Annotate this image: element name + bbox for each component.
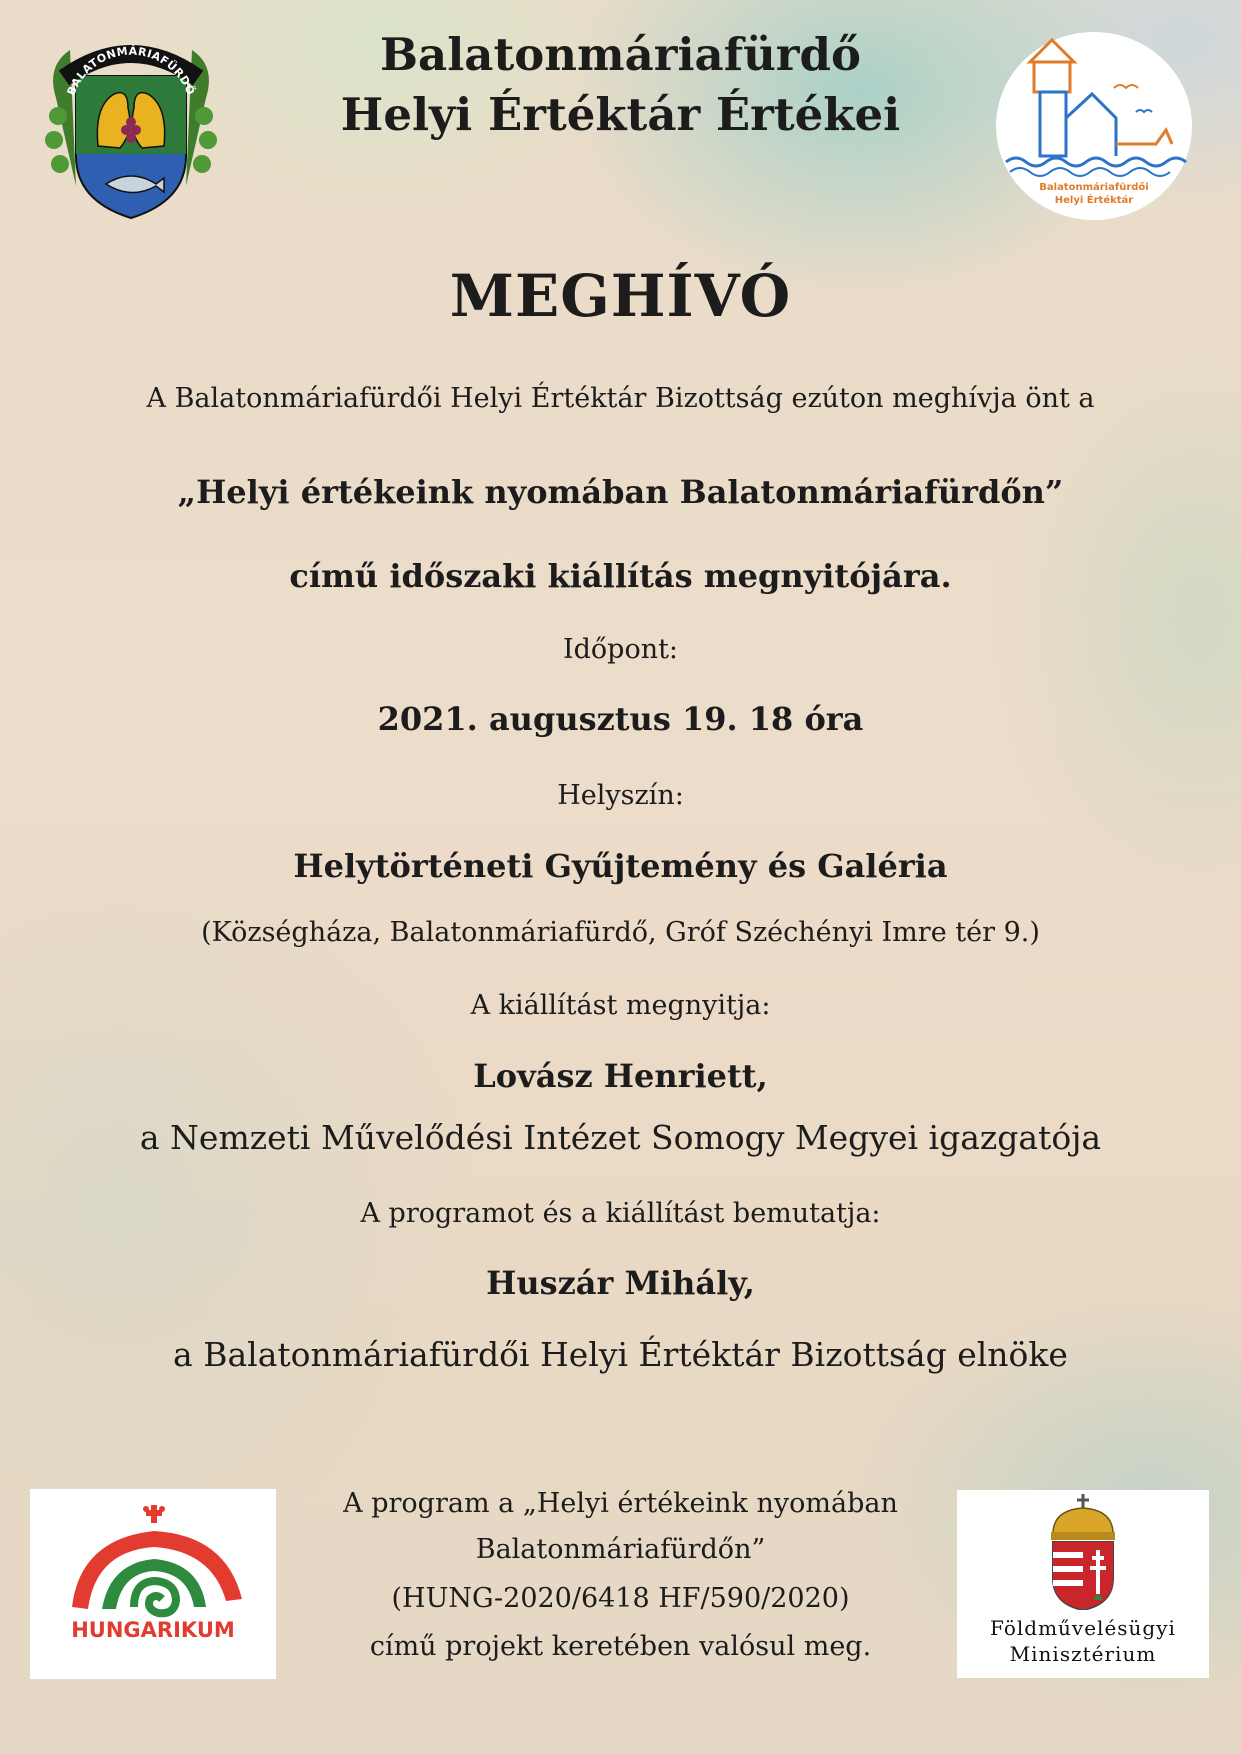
exhibition-subtitle: című időszaki kiállítás megnyitójára. [289,557,952,595]
footer-line-4: című projekt keretében valósul meg. [369,1631,872,1662]
opener-label: A kiállítást megnyitja: [470,990,771,1021]
ministry-logo [957,1490,1209,1678]
presenter-name: Huszár Mihály, [486,1264,755,1302]
footer-line-1: A program a „Helyi értékeink nyomában [343,1488,898,1519]
hungarikum-text: HUNGARIKUM [71,1618,235,1642]
ertektar-logo-caption-1: Balatonmáriafürdői [1039,182,1149,193]
presenter-label: A programot és a kiállítást bemutatja: [360,1198,881,1229]
exhibition-title: „Helyi értékeink nyomában Balatonmáriafürdőn” [177,473,1064,511]
coat-of-arms-text: BALATONMÁRIAFÜRDŐ [64,44,198,98]
opener-name: Lovász Henriett, [473,1057,768,1095]
invitation-heading: MEGHÍVÓ [449,262,792,330]
header-title-line1: Balatonmáriafürdő [380,28,861,81]
header-title-line2: Helyi Értéktár Értékei [340,88,901,141]
opener-role: a Nemzeti Művelődési Intézet Somogy Megyei igazgatója [139,1118,1102,1157]
time-label: Időpont: [562,634,679,665]
invitation-intro: A Balatonmáriafürdői Helyi Értéktár Bizottság ezúton meghívja önt a [146,383,1095,414]
ministry-name-line1: Földművelésügyi [990,1616,1176,1640]
ertektar-logo-caption-2: Helyi Értéktár [1054,195,1134,206]
church-icon [996,32,1192,182]
ministry-name-line2: Minisztérium [1009,1642,1157,1666]
footer-line-3: (HUNG-2020/6418 HF/590/2020) [391,1583,850,1614]
hungarian-coat-of-arms-icon [957,1490,1209,1610]
footer-line-2: Balatonmáriafürdőn” [475,1534,766,1565]
time-value: 2021. augusztus 19. 18 óra [377,700,864,738]
presenter-role: a Balatonmáriafürdői Helyi Értéktár Bizottság elnöke [173,1335,1068,1374]
venue-label: Helyszín: [557,780,684,811]
venue-name: Helytörténeti Gyűjtemény és Galéria [293,847,948,885]
ertektar-logo [996,32,1192,220]
venue-address: (Községháza, Balatonmáriafürdő, Gróf Széchényi Imre tér 9.) [201,917,1040,948]
